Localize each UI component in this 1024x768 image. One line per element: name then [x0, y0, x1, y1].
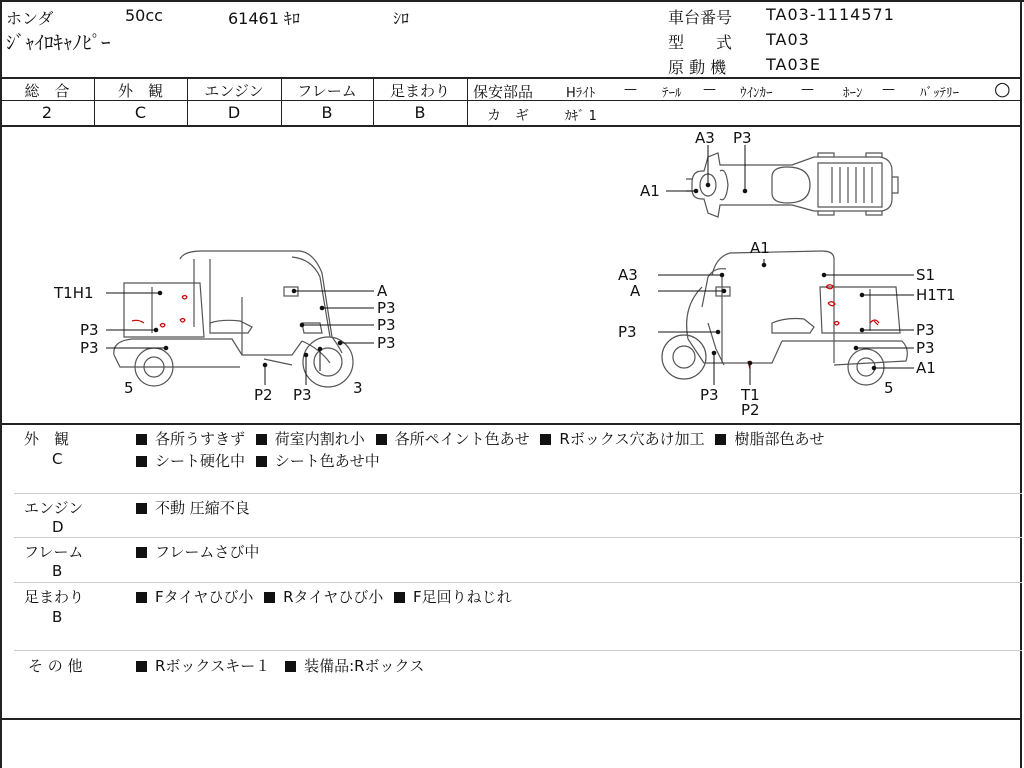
bullet-icon: [136, 456, 147, 467]
grade-exterior-label: 外 観: [117, 82, 163, 100]
key-label: カ ギ: [487, 108, 529, 124]
note-engine-line-1: 不動 圧縮不良: [136, 497, 250, 518]
safety-winker-name: ｳｲﾝｶｰ: [740, 86, 773, 101]
label-right-P3-b: P3: [916, 321, 935, 339]
chassis-value: TA03-1114571: [766, 5, 895, 24]
label-right-P3-a: P3: [618, 323, 637, 341]
label-left-P3-d: P3: [377, 316, 396, 334]
type-value: TA03: [766, 30, 810, 49]
grade-frame-value: B: [321, 103, 333, 122]
safety-winker-value: —: [801, 82, 814, 97]
label-right-P3-d: P3: [700, 386, 719, 404]
grade-suspension-label: 足まわり: [389, 82, 450, 100]
note-suspension-line-1: Fタイヤひび小 Rタイヤひび小 F足回りねじれ: [136, 586, 512, 607]
frame-top: [0, 0, 1024, 2]
label-left-A: A: [377, 282, 388, 300]
bullet-icon: [540, 434, 551, 445]
bullet-icon: [136, 661, 147, 672]
bullet-icon: [376, 434, 387, 445]
note-engine-label: エンジン: [24, 499, 84, 517]
safety-horn-value: —: [882, 82, 895, 97]
grade-overall-label: 総 合: [24, 82, 70, 100]
left-side-view: [114, 251, 353, 387]
grade-exterior-value: C: [134, 103, 147, 122]
grade-frame-label: フレーム: [297, 82, 357, 100]
label-top-A1: A1: [640, 182, 660, 200]
bullet-icon: [285, 661, 296, 672]
bullet-icon: [136, 547, 147, 558]
bullet-icon: [136, 592, 147, 603]
header-divider: [0, 77, 1022, 79]
label-right-A3: A3: [618, 266, 638, 284]
note-engine-grade: D: [52, 518, 64, 536]
safety-horn-name: ﾎｰﾝ: [843, 86, 863, 101]
notes-divider-2: [14, 537, 1022, 538]
label-right-P3-c: P3: [916, 339, 935, 357]
label-right-A1-bottom: A1: [916, 359, 936, 377]
note-exterior-line-1: 各所うすきず 荷室内割れ小 各所ペイント色あせ Rボックス穴あけ加工 樹脂部色あせ: [136, 428, 824, 449]
bullet-icon: [715, 434, 726, 445]
bullet-icon: [394, 592, 405, 603]
label-left-3: 3: [353, 379, 363, 397]
label-left-P3-b: P3: [80, 339, 99, 357]
label-top-P3: P3: [733, 129, 752, 147]
label-top-A3: A3: [695, 129, 715, 147]
displacement: 50cc: [125, 6, 163, 25]
note-exterior-label: 外 観: [24, 430, 70, 448]
grade-engine-value: D: [227, 103, 241, 122]
note-suspension-grade: B: [52, 608, 63, 626]
color: ｼﾛ: [393, 9, 410, 28]
engine-label: 原 動 機: [668, 58, 727, 77]
label-right-A: A: [630, 282, 641, 300]
label-right-S1: S1: [916, 266, 936, 284]
notes-end-divider: [0, 718, 1022, 720]
safety-headlight-name: Hﾗｲﾄ: [566, 86, 596, 101]
notes-divider-3: [14, 582, 1022, 583]
label-right-A1-top: A1: [750, 239, 770, 257]
note-other-line-1: Rボックスキー１ 装備品:Rボックス: [136, 655, 424, 676]
right-side-view: [662, 251, 907, 385]
chassis-label: 車台番号: [668, 8, 733, 27]
label-left-P3-c: P3: [377, 299, 396, 317]
notes-divider-4: [14, 650, 1022, 651]
note-frame-grade: B: [52, 562, 63, 580]
label-left-5: 5: [124, 379, 134, 397]
label-right-T1: T1: [741, 386, 760, 404]
label-left-P3-a: P3: [80, 321, 99, 339]
label-left-P2: P2: [254, 386, 273, 404]
mileage: 61461 ｷﾛ: [228, 9, 300, 28]
label-right-H1T1: H1T1: [916, 286, 956, 304]
bullet-icon: [264, 592, 275, 603]
key-value: ｶｷﾞ 1: [565, 109, 597, 124]
note-frame-line-1: フレームさび中: [136, 541, 259, 562]
bullet-icon: [136, 503, 147, 514]
note-frame-label: フレーム: [24, 543, 84, 561]
note-suspension-label: 足まわり: [24, 588, 85, 606]
maker: ホンダ: [6, 9, 54, 28]
safety-tail-value: —: [703, 82, 716, 97]
note-exterior-line-2: シート硬化中 シート色あせ中: [136, 450, 380, 471]
grade-suspension-value: B: [414, 103, 426, 122]
label-left-P3-e: P3: [377, 334, 396, 352]
grade-overall-value: 2: [41, 103, 53, 122]
safety-headlight-value: —: [624, 82, 637, 97]
bullet-icon: [256, 434, 267, 445]
top-view: [686, 153, 898, 217]
damage-diagram: [2, 127, 1022, 423]
bullet-icon: [256, 456, 267, 467]
grade-sep-5: [467, 77, 468, 126]
notes-divider-1: [14, 493, 1022, 494]
label-right-5: 5: [884, 379, 894, 397]
type-label: 型 式: [668, 33, 733, 52]
safety-battery-value: ○: [994, 78, 1011, 100]
damage-marks: [132, 285, 879, 369]
safety-label: 保安部品: [473, 83, 534, 101]
grade-engine-label: エンジン: [204, 82, 264, 100]
model-name: ｼﾞｬｲﾛｷｬﾉﾋﾟｰ: [6, 32, 111, 54]
diagram-bottom-divider: [0, 423, 1022, 425]
engine-value: TA03E: [766, 55, 821, 74]
label-left-P3-f: P3: [293, 386, 312, 404]
safety-tail-name: ﾃｰﾙ: [662, 86, 682, 101]
safety-battery-name: ﾊﾞｯﾃﾘｰ: [920, 86, 959, 101]
label-right-P2: P2: [741, 401, 760, 419]
label-left-T1H1: T1H1: [54, 284, 94, 302]
note-other-label: そ の 他: [28, 657, 83, 675]
bullet-icon: [136, 434, 147, 445]
note-exterior-grade: C: [52, 450, 63, 468]
